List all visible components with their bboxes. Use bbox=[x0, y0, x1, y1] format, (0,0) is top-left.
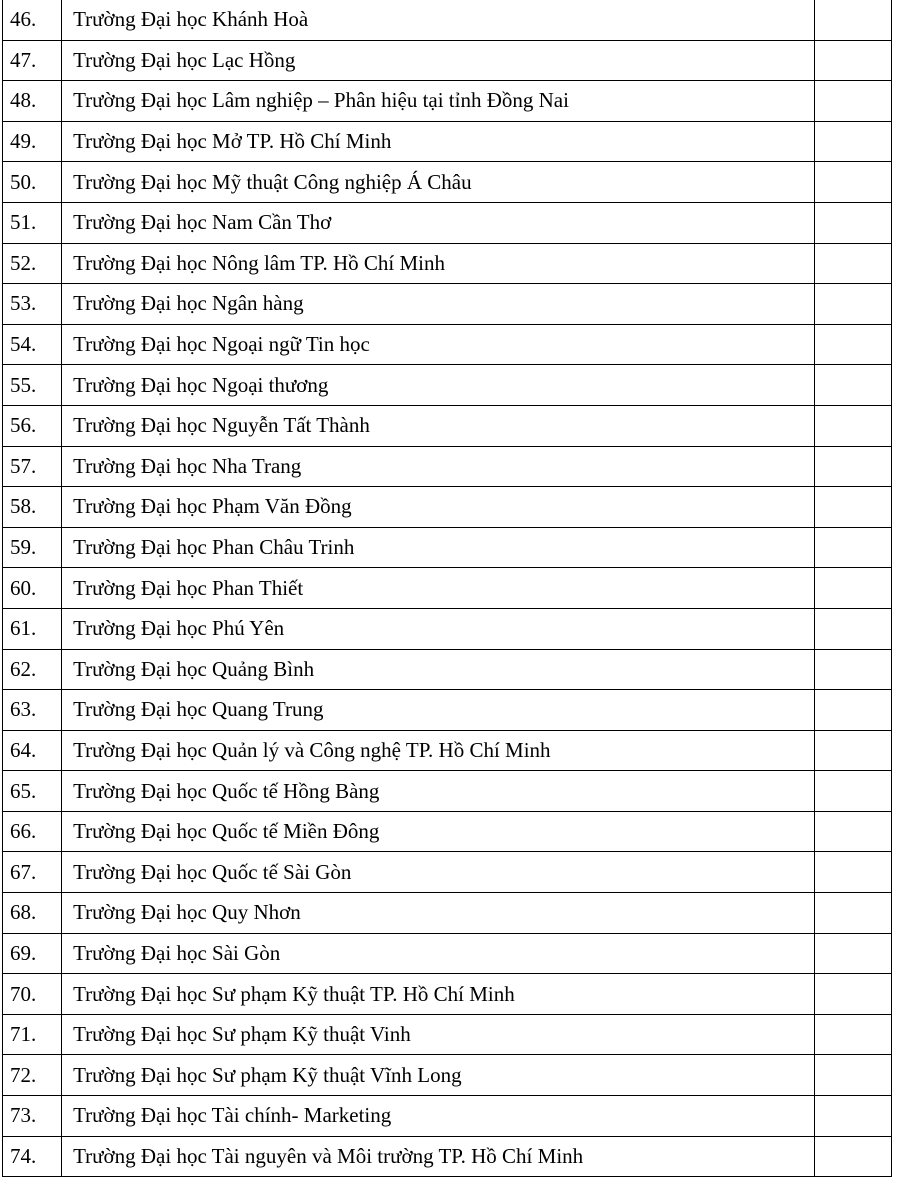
table-row bbox=[3, 649, 892, 690]
table-row bbox=[3, 40, 892, 81]
row-extra-cell bbox=[814, 405, 891, 446]
university-name: Trường Đại học Ngoại thương bbox=[62, 365, 815, 406]
row-extra-cell bbox=[814, 608, 891, 649]
row-number: 67. bbox=[3, 852, 62, 893]
university-name: Trường Đại học Phan Thiết bbox=[62, 568, 815, 609]
university-name: Trường Đại học Nam Cần Thơ bbox=[62, 202, 815, 243]
row-number: 47. bbox=[3, 40, 62, 81]
row-extra-cell bbox=[814, 690, 891, 731]
row-extra-cell bbox=[814, 933, 891, 974]
table-row bbox=[3, 690, 892, 731]
table-row bbox=[3, 974, 892, 1015]
table-row bbox=[3, 811, 892, 852]
row-extra-cell bbox=[814, 1014, 891, 1055]
table-row bbox=[3, 324, 892, 365]
university-name: Trường Đại học Quy Nhơn bbox=[62, 893, 815, 934]
university-name: Trường Đại học Quản lý và Công nghệ TP. Hồ Chí Minh bbox=[62, 730, 815, 771]
row-extra-cell bbox=[814, 893, 891, 934]
row-number: 60. bbox=[3, 568, 62, 609]
table-row bbox=[3, 405, 892, 446]
row-number: 69. bbox=[3, 933, 62, 974]
row-extra-cell bbox=[814, 771, 891, 812]
university-name: Trường Đại học Nông lâm TP. Hồ Chí Minh bbox=[62, 243, 815, 284]
university-name: Trường Đại học Sài Gòn bbox=[62, 933, 815, 974]
row-number: 52. bbox=[3, 243, 62, 284]
row-extra-cell bbox=[814, 0, 891, 40]
row-extra-cell bbox=[814, 324, 891, 365]
university-name: Trường Đại học Tài chính- Marketing bbox=[62, 1096, 815, 1137]
row-extra-cell bbox=[814, 487, 891, 528]
university-name: Trường Đại học Sư phạm Kỹ thuật TP. Hồ Chí Minh bbox=[62, 974, 815, 1015]
university-table-body bbox=[3, 0, 892, 1177]
row-number: 70. bbox=[3, 974, 62, 1015]
row-number: 56. bbox=[3, 405, 62, 446]
table-row bbox=[3, 284, 892, 325]
table-row bbox=[3, 446, 892, 487]
table-row bbox=[3, 608, 892, 649]
row-extra-cell bbox=[814, 365, 891, 406]
table-row bbox=[3, 1055, 892, 1096]
row-extra-cell bbox=[814, 730, 891, 771]
row-number: 54. bbox=[3, 324, 62, 365]
row-number: 51. bbox=[3, 202, 62, 243]
row-extra-cell bbox=[814, 811, 891, 852]
row-extra-cell bbox=[814, 568, 891, 609]
row-number: 58. bbox=[3, 487, 62, 528]
table-row bbox=[3, 81, 892, 122]
table-row bbox=[3, 121, 892, 162]
row-number: 46. bbox=[3, 0, 62, 40]
university-name: Trường Đại học Lạc Hồng bbox=[62, 40, 815, 81]
university-table bbox=[2, 0, 892, 1177]
row-number: 72. bbox=[3, 1055, 62, 1096]
university-name: Trường Đại học Nguyễn Tất Thành bbox=[62, 405, 815, 446]
table-row bbox=[3, 527, 892, 568]
row-number: 68. bbox=[3, 893, 62, 934]
university-name: Trường Đại học Quốc tế Hồng Bàng bbox=[62, 771, 815, 812]
row-extra-cell bbox=[814, 121, 891, 162]
table-row bbox=[3, 1136, 892, 1177]
university-name: Trường Đại học Ngân hàng bbox=[62, 284, 815, 325]
university-name: Trường Đại học Lâm nghiệp – Phân hiệu tại tỉnh Đồng Nai bbox=[62, 81, 815, 122]
university-name: Trường Đại học Phú Yên bbox=[62, 608, 815, 649]
row-number: 61. bbox=[3, 608, 62, 649]
row-number: 73. bbox=[3, 1096, 62, 1137]
row-number: 50. bbox=[3, 162, 62, 203]
university-name: Trường Đại học Mỹ thuật Công nghiệp Á Châu bbox=[62, 162, 815, 203]
row-extra-cell bbox=[814, 1055, 891, 1096]
table-row bbox=[3, 893, 892, 934]
table-row bbox=[3, 1096, 892, 1137]
table-row bbox=[3, 202, 892, 243]
row-extra-cell bbox=[814, 974, 891, 1015]
row-extra-cell bbox=[814, 446, 891, 487]
university-name: Trường Đại học Quảng Bình bbox=[62, 649, 815, 690]
university-name: Trường Đại học Nha Trang bbox=[62, 446, 815, 487]
row-number: 48. bbox=[3, 81, 62, 122]
table-row bbox=[3, 487, 892, 528]
row-number: 55. bbox=[3, 365, 62, 406]
university-name: Trường Đại học Quốc tế Sài Gòn bbox=[62, 852, 815, 893]
row-number: 66. bbox=[3, 811, 62, 852]
university-name: Trường Đại học Quốc tế Miền Đông bbox=[62, 811, 815, 852]
row-extra-cell bbox=[814, 81, 891, 122]
table-row bbox=[3, 365, 892, 406]
table-row bbox=[3, 162, 892, 203]
row-extra-cell bbox=[814, 852, 891, 893]
university-name: Trường Đại học Tài nguyên và Môi trường TP. Hồ Chí Minh bbox=[62, 1136, 815, 1177]
university-name: Trường Đại học Ngoại ngữ Tin học bbox=[62, 324, 815, 365]
row-extra-cell bbox=[814, 40, 891, 81]
row-extra-cell bbox=[814, 527, 891, 568]
row-extra-cell bbox=[814, 649, 891, 690]
row-number: 63. bbox=[3, 690, 62, 731]
row-extra-cell bbox=[814, 162, 891, 203]
table-row bbox=[3, 771, 892, 812]
table-row bbox=[3, 0, 892, 40]
table-row bbox=[3, 933, 892, 974]
table-row bbox=[3, 243, 892, 284]
row-extra-cell bbox=[814, 1096, 891, 1137]
university-name: Trường Đại học Sư phạm Kỹ thuật Vinh bbox=[62, 1014, 815, 1055]
university-name: Trường Đại học Phan Châu Trinh bbox=[62, 527, 815, 568]
row-extra-cell bbox=[814, 202, 891, 243]
university-name: Trường Đại học Phạm Văn Đồng bbox=[62, 487, 815, 528]
row-number: 53. bbox=[3, 284, 62, 325]
row-extra-cell bbox=[814, 284, 891, 325]
university-name: Trường Đại học Quang Trung bbox=[62, 690, 815, 731]
table-row bbox=[3, 730, 892, 771]
row-number: 59. bbox=[3, 527, 62, 568]
row-number: 74. bbox=[3, 1136, 62, 1177]
row-extra-cell bbox=[814, 243, 891, 284]
row-extra-cell bbox=[814, 1136, 891, 1177]
row-number: 71. bbox=[3, 1014, 62, 1055]
university-name: Trường Đại học Khánh Hoà bbox=[62, 0, 815, 40]
row-number: 65. bbox=[3, 771, 62, 812]
table-row bbox=[3, 1014, 892, 1055]
row-number: 49. bbox=[3, 121, 62, 162]
university-name: Trường Đại học Sư phạm Kỹ thuật Vĩnh Long bbox=[62, 1055, 815, 1096]
row-number: 57. bbox=[3, 446, 62, 487]
university-name: Trường Đại học Mở TP. Hồ Chí Minh bbox=[62, 121, 815, 162]
table-row bbox=[3, 852, 892, 893]
table-row bbox=[3, 568, 892, 609]
row-number: 62. bbox=[3, 649, 62, 690]
row-number: 64. bbox=[3, 730, 62, 771]
